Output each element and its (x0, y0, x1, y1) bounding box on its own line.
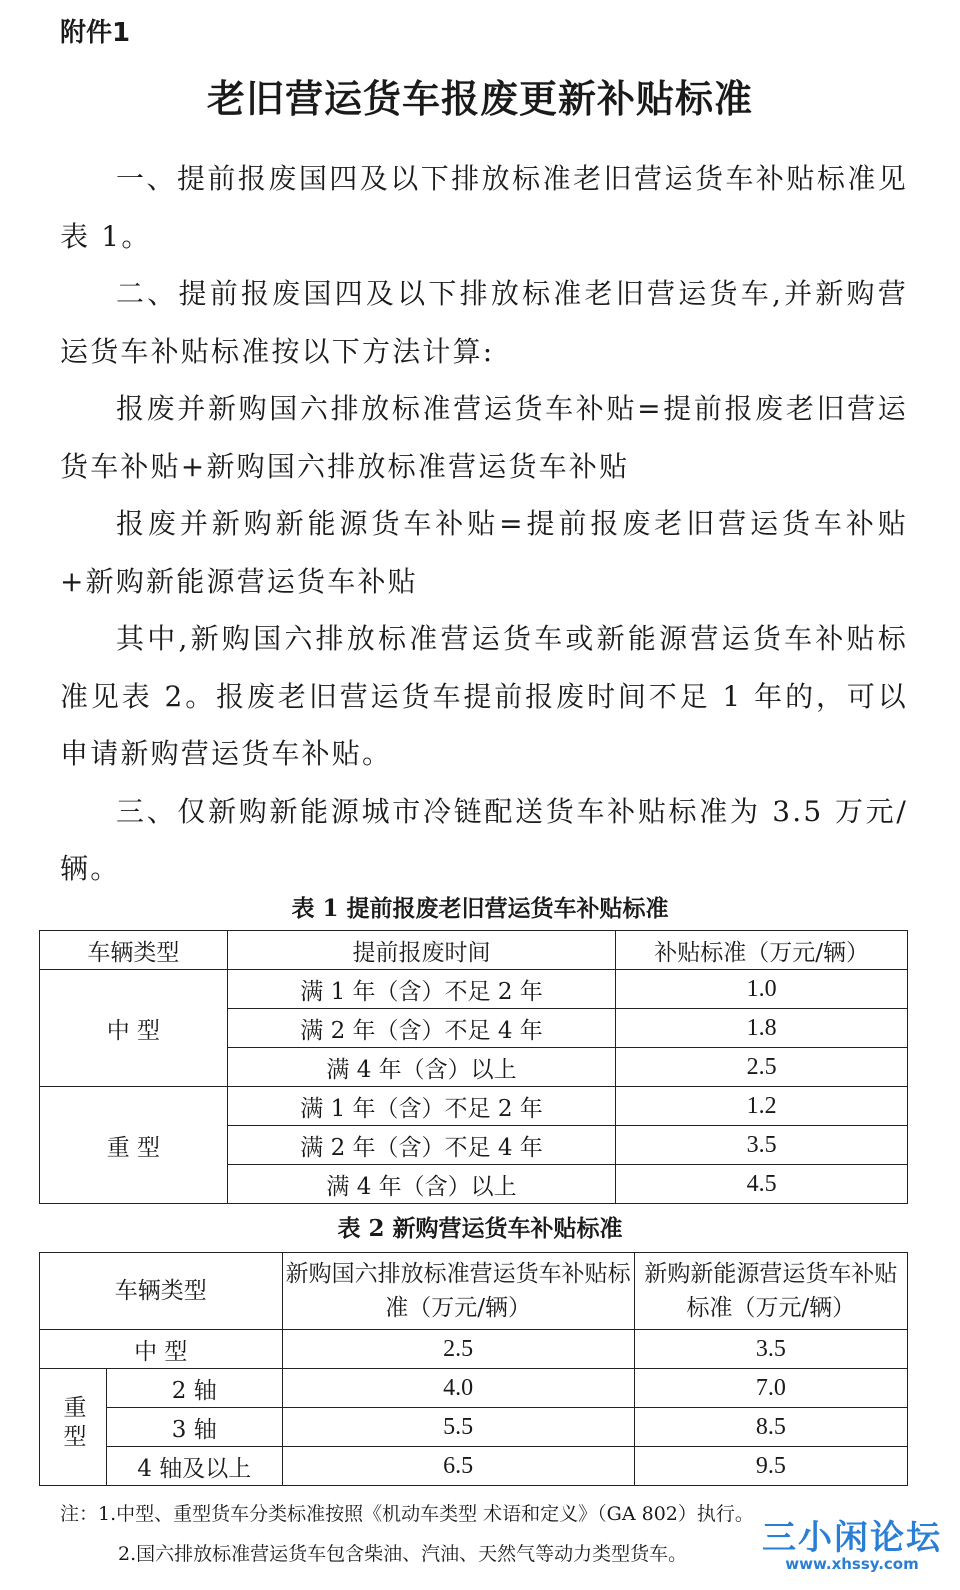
time-cell: 满 4 年（含）以上 (227, 1165, 616, 1204)
time-cell: 满 1 年（含）不足 2 年 (227, 1087, 616, 1126)
vehicle-type-cell: 中 型 (40, 970, 228, 1087)
value-cell: 2.5 (282, 1330, 634, 1369)
footnotes (60, 1494, 754, 1574)
column-header: 新购国六排放标准营运货车补贴标准（万元/辆） (282, 1253, 634, 1330)
value-cell: 2.5 (616, 1048, 908, 1087)
paragraph-5: 其中,新购国六排放标准营运货车或新能源营运货车补贴标准见表 2。报废老旧营运货车提前报废时间不足 1 年的，可以申请新购营运货车补贴。 (60, 622, 908, 770)
table2-caption: 表 2 新购营运货车补贴标准 (337, 1215, 623, 1242)
column-header: 车辆类型 (40, 1253, 283, 1330)
column-header: 提前报废时间 (227, 931, 616, 970)
value-cell: 1.0 (616, 970, 908, 1009)
value-cell: 7.0 (634, 1369, 907, 1408)
value-cell: 3.5 (616, 1126, 908, 1165)
page-title: 老旧营运货车报废更新补贴标准 (206, 77, 753, 121)
value-cell: 4.0 (282, 1369, 634, 1408)
value-cell: 5.5 (282, 1408, 634, 1447)
forum-watermark (762, 1510, 942, 1573)
table-row (40, 1087, 908, 1126)
paragraph-4: 报废并新购新能源货车补贴=提前报废老旧营运货车补贴+新购新能源营运货车补贴 (60, 507, 908, 598)
paragraph-3: 报废并新购国六排放标准营运货车补贴=提前报废老旧营运货车补贴+新购国六排放标准营运货车补贴 (60, 392, 908, 483)
time-cell: 满 4 年（含）以上 (227, 1048, 616, 1087)
table1-subsidy-scrap (39, 930, 908, 1204)
paragraph-2: 二、提前报废国四及以下排放标准老旧营运货车,并新购营运货车补贴标准按以下方法计算: (60, 277, 908, 368)
vehicle-type-cell (40, 1369, 107, 1486)
time-cell: 满 2 年（含）不足 4 年 (227, 1126, 616, 1165)
vehicle-type-cell: 中 型 (40, 1330, 283, 1369)
watermark-name: 三小闲论坛 (762, 1518, 942, 1558)
axle-cell: 2 轴 (107, 1369, 283, 1408)
time-cell: 满 1 年（含）不足 2 年 (227, 970, 616, 1009)
column-header: 车辆类型 (40, 931, 228, 970)
value-cell: 3.5 (634, 1330, 907, 1369)
table2-subsidy-new (39, 1252, 908, 1486)
table-row (40, 1330, 908, 1369)
table-header-row (40, 931, 908, 970)
column-header: 补贴标准（万元/辆） (616, 931, 908, 970)
vehicle-type-cell: 重 型 (40, 1087, 228, 1204)
value-cell: 1.8 (616, 1009, 908, 1048)
axle-cell: 3 轴 (107, 1408, 283, 1447)
table-header-row (40, 1253, 908, 1330)
table-row (40, 1369, 908, 1408)
attachment-label: 附件1 (60, 18, 131, 48)
paragraph-6: 三、仅新购新能源城市冷链配送货车补贴标准为 3.5 万元/辆。 (60, 794, 908, 885)
document-body (60, 150, 908, 898)
heavy-type-label: 重型 (59, 1395, 86, 1453)
table-row (40, 1447, 908, 1486)
time-cell: 满 2 年（含）不足 4 年 (227, 1009, 616, 1048)
axle-cell: 4 轴及以上 (107, 1447, 283, 1486)
watermark-url: www.xhssy.com (785, 1555, 919, 1573)
table1-caption: 表 1 提前报废老旧营运货车补贴标准 (291, 895, 669, 922)
footnote-1: 注：1.中型、重型货车分类标准按照《机动车类型 术语和定义》（GA 802）执行。 (60, 1503, 754, 1525)
value-cell: 4.5 (616, 1165, 908, 1204)
value-cell: 1.2 (616, 1087, 908, 1126)
value-cell: 6.5 (282, 1447, 634, 1486)
value-cell: 8.5 (634, 1408, 907, 1447)
table-row (40, 970, 908, 1009)
table-row (40, 1408, 908, 1447)
value-cell: 9.5 (634, 1447, 907, 1486)
footnote-2: 2.国六排放标准营运货车包含柴油、汽油、天然气等动力类型货车。 (118, 1543, 688, 1565)
column-header: 新购新能源营运货车补贴标准（万元/辆） (634, 1253, 907, 1330)
paragraph-1: 一、提前报废国四及以下排放标准老旧营运货车补贴标准见表 1。 (60, 162, 908, 253)
